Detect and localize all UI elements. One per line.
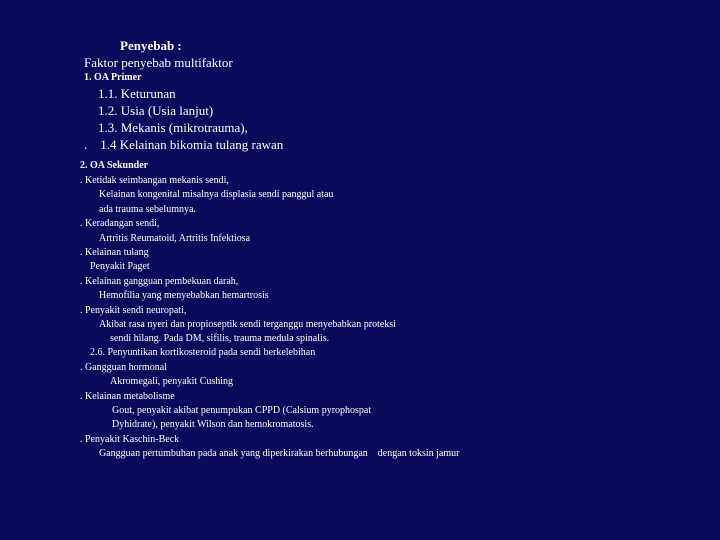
slide-subheading: Faktor penyebab multifaktor xyxy=(84,55,233,70)
secondary-line: Artritis Reumatoid, Artritis Infektiosa xyxy=(99,233,251,244)
secondary-line: . Penyakit sendi neuropati, xyxy=(80,305,187,316)
secondary-line: Akibat rasa nyeri dan propioseptik sendi terganggu menyebabkan proteksi xyxy=(99,319,396,330)
secondary-line: . Penyakit Kaschin-Beck xyxy=(80,434,180,445)
primary-item: 1.2. Usia (Usia lanjut) xyxy=(98,103,214,118)
secondary-line: . Kelainan tulang xyxy=(80,247,149,258)
secondary-line: . Gangguan hormonal xyxy=(80,362,167,373)
secondary-line: Dyhidrate), penyakit Wilson dan hemokromatosis. xyxy=(112,419,314,430)
secondary-line: ada trauma sebelumnya. xyxy=(99,204,196,215)
secondary-line: . Keradangan sendi, xyxy=(80,218,160,229)
primary-title: 1. OA Primer xyxy=(84,72,142,83)
secondary-line: sendi hilang. Pada DM, sifilis, trauma medula spinalis. xyxy=(110,333,330,344)
secondary-line: Penyakit Paget xyxy=(90,261,150,272)
secondary-line: Akromegali, penyakit Cushing xyxy=(110,376,234,387)
secondary-line: . Kelainan metabolisme xyxy=(80,391,175,402)
secondary-line: . Kelainan gangguan pembekuan darah, xyxy=(80,276,239,287)
slide-heading: Penyebab : xyxy=(120,38,182,53)
secondary-line: . Ketidak seimbangan mekanis sendi, xyxy=(80,175,229,186)
secondary-line: Kelainan kongenital misalnya displasia sendi panggul atau xyxy=(99,189,334,200)
primary-item: . 1.4 Kelainan bikomia tulang rawan xyxy=(84,137,284,152)
primary-item: 1.3. Mekanis (mikrotrauma), xyxy=(98,120,248,135)
secondary-line: Gangguan pertumbuhan pada anak yang diperkirakan berhubungan dengan toksin jamur xyxy=(99,448,460,459)
secondary-line: 2.6. Penyuntikan kortikosteroid pada sendi berkelebihan xyxy=(90,347,316,358)
secondary-title: 2. OA Sekunder xyxy=(80,160,149,171)
primary-item: 1.1. Keturunan xyxy=(98,86,176,101)
secondary-line: Hemofilia yang menyebabkan hemartrosis xyxy=(99,290,269,301)
secondary-line: Gout, penyakit akibat penumpukan CPPD (Calsium pyrophospat xyxy=(112,405,372,416)
